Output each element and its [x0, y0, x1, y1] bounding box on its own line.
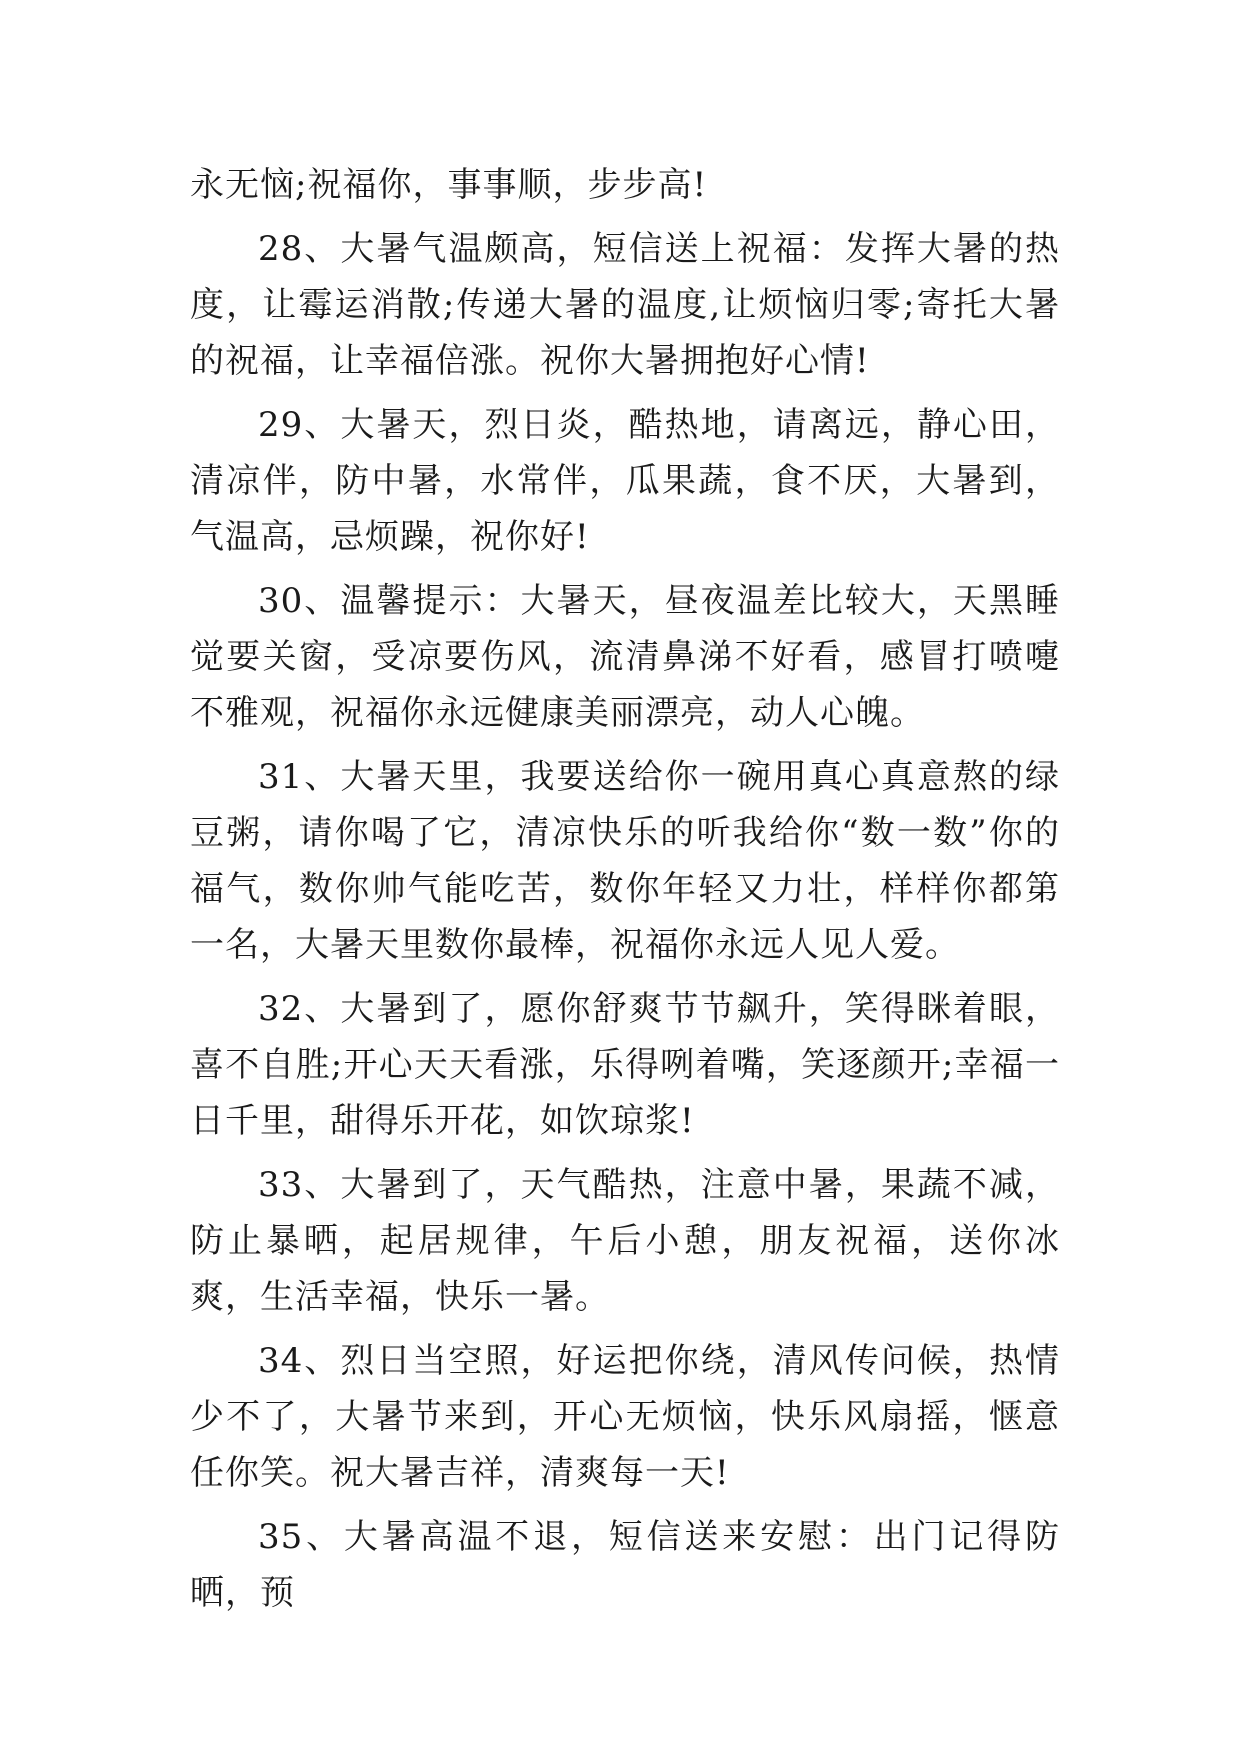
document-body	[190, 157, 1060, 1629]
paragraph: 33、大暑到了，天气酷热，注意中暑，果蔬不减，防止暴晒，起居规律，午后小憩，朋友祝福，送你冰爽，生活幸福，快乐一暑。	[190, 1165, 1060, 1317]
paragraph: 永无恼;祝福你，事事顺，步步高!	[190, 165, 708, 205]
paragraph: 30、温馨提示：大暑天，昼夜温差比较大，天黑睡觉要关窗，受凉要伤风，流清鼻涕不好看，感冒打喷嚏不雅观，祝福你永远健康美丽漂亮，动人心魄。	[190, 581, 1060, 733]
paragraph: 35、大暑高温不退，短信送来安慰：出门记得防晒，预	[190, 1517, 1060, 1613]
paragraph: 29、大暑天，烈日炎，酷热地，请离远，静心田，清凉伴，防中暑，水常伴，瓜果蔬，食不厌，大暑到，气温高，忌烦躁，祝你好!	[190, 405, 1060, 557]
paragraph: 32、大暑到了，愿你舒爽节节飙升，笑得眯着眼，喜不自胜;开心天天看涨，乐得咧着嘴，笑逐颜开;幸福一日千里，甜得乐开花，如饮琼浆!	[190, 989, 1060, 1141]
paragraph: 31、大暑天里，我要送给你一碗用真心真意熬的绿豆粥，请你喝了它，清凉快乐的听我给你“数一数”你的福气，数你帅气能吃苦，数你年轻又力壮，样样你都第一名，大暑天里数你最棒，祝福你永远人见人爱。	[190, 757, 1060, 965]
paragraph: 28、大暑气温颇高，短信送上祝福：发挥大暑的热度，让霉运消散;传递大暑的温度,让烦恼归零;寄托大暑的祝福，让幸福倍涨。祝你大暑拥抱好心情!	[190, 229, 1060, 381]
paragraph: 34、烈日当空照，好运把你绕，清风传问候，热情少不了，大暑节来到，开心无烦恼，快乐风扇摇，惬意任你笑。祝大暑吉祥，清爽每一天!	[190, 1341, 1060, 1493]
